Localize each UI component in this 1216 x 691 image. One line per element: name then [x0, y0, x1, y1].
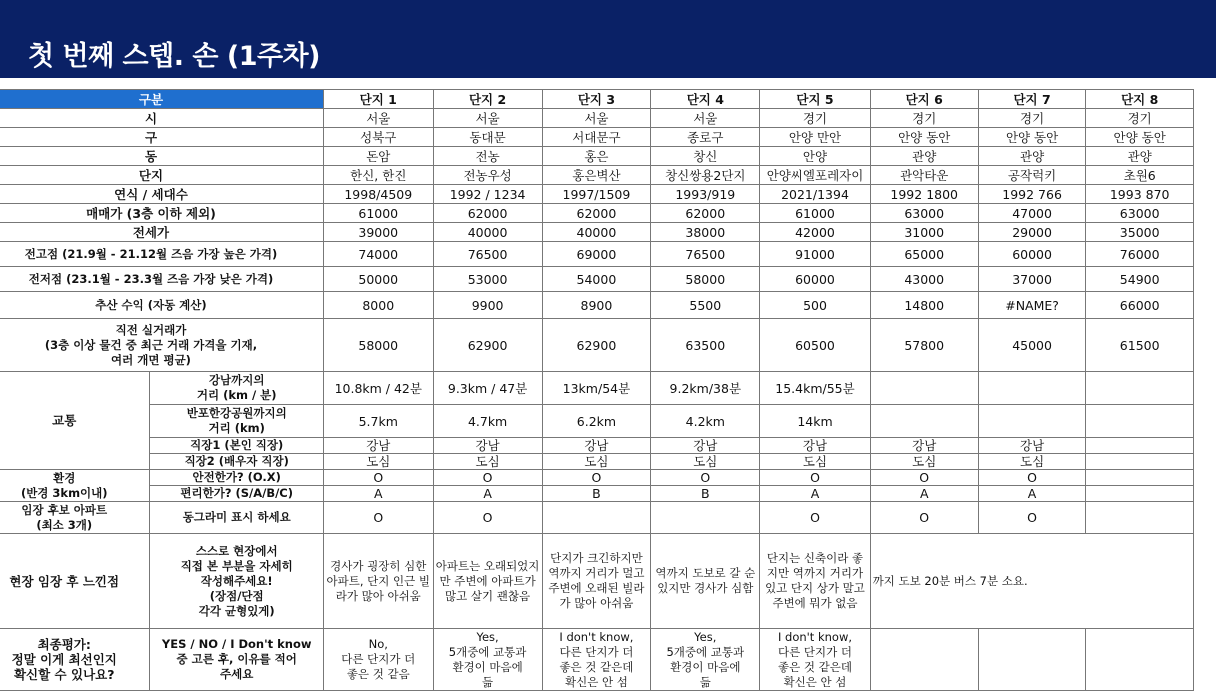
table-cell: 1993/919	[651, 185, 760, 204]
header-cell: 단지 1	[323, 90, 433, 109]
table-cell: 서울	[542, 109, 651, 128]
table-row	[0, 185, 1194, 204]
header-cell: 단지 3	[542, 90, 651, 109]
table-cell: 9900	[433, 292, 542, 319]
table-row	[0, 128, 1194, 147]
table-cell: 초원6	[1086, 166, 1194, 185]
group-label: 최종평가: 정말 이게 최선인지 확신할 수 있나요?	[0, 629, 150, 691]
table-cell: 60500	[760, 319, 870, 372]
table-cell: 1992 / 1234	[433, 185, 542, 204]
table-cell: 안양 동안	[870, 128, 978, 147]
table-cell: 65000	[870, 242, 978, 267]
table-cell: O	[760, 502, 870, 534]
table-cell: 서울	[651, 109, 760, 128]
table-row	[0, 629, 1194, 691]
row-label: 동그라미 표시 하세요	[150, 502, 323, 534]
table-cell: O	[542, 470, 651, 486]
table-cell: Yes, 5개중에 교통과 환경이 마음에 듦	[433, 629, 542, 691]
table-cell: 60000	[978, 242, 1086, 267]
row-label: 연식 / 세대수	[0, 185, 323, 204]
row-label: 추산 수익 (자동 계산)	[0, 292, 323, 319]
table-row	[0, 534, 1194, 629]
table-row	[0, 292, 1194, 319]
table-cell: 강남	[542, 438, 651, 454]
table-cell: 서울	[433, 109, 542, 128]
row-label: 직장2 (배우자 직장)	[150, 454, 323, 470]
table-row	[0, 470, 1194, 486]
table-cell: A	[978, 486, 1086, 502]
table-cell: 종로구	[651, 128, 760, 147]
table-cell: 1997/1509	[542, 185, 651, 204]
table-cell: A	[870, 486, 978, 502]
table-cell: 76500	[433, 242, 542, 267]
table-cell: 4.2km	[651, 405, 760, 438]
table-cell: 8900	[542, 292, 651, 319]
table-cell: 39000	[323, 223, 433, 242]
table-cell: 도심	[870, 454, 978, 470]
table-cell: 경기	[870, 109, 978, 128]
table-cell: 단지는 신축이라 좋지만 역까지 거리가 있고 단지 상가 말고 주변에 뭐가 없음	[760, 534, 870, 629]
table-cell: 62900	[542, 319, 651, 372]
table-cell: O	[651, 470, 760, 486]
table-cell	[1086, 502, 1194, 534]
table-cell: 13km/54분	[542, 372, 651, 405]
table-cell: 역까지 도보로 갈 순 있지만 경사가 심함	[651, 534, 760, 629]
table-cell: 안양	[760, 147, 870, 166]
table-cell: 9.3km / 47분	[433, 372, 542, 405]
table-cell: 안양씨엘포레자이	[760, 166, 870, 185]
table-cell: O	[323, 502, 433, 534]
table-cell: 관악타운	[870, 166, 978, 185]
table-cell: 도심	[978, 454, 1086, 470]
table-cell: 도심	[542, 454, 651, 470]
table-cell: 1993 870	[1086, 185, 1194, 204]
table-cell: Yes, 5개중에 교통과 환경이 마음에 듦	[651, 629, 760, 691]
table-cell: 1992 766	[978, 185, 1086, 204]
table-row	[0, 502, 1194, 534]
table-cell: 31000	[870, 223, 978, 242]
table-cell: 6.2km	[542, 405, 651, 438]
table-cell: 63000	[870, 204, 978, 223]
table-cell: 58000	[323, 319, 433, 372]
table-cell: 홍은	[542, 147, 651, 166]
table-cell	[1086, 405, 1194, 438]
table-cell	[978, 372, 1086, 405]
table-cell: 50000	[323, 267, 433, 292]
table-cell: A	[323, 486, 433, 502]
table-cell: 61000	[760, 204, 870, 223]
table-cell: 도심	[323, 454, 433, 470]
table-cell: 40000	[433, 223, 542, 242]
row-label: YES / NO / I Don't know 중 고른 후, 이유를 적어 주세요	[150, 629, 323, 691]
table-cell: 공작럭키	[978, 166, 1086, 185]
table-cell	[651, 502, 760, 534]
table-cell: 42000	[760, 223, 870, 242]
table-cell: 63500	[651, 319, 760, 372]
table-cell: 62000	[433, 204, 542, 223]
table-cell: 5500	[651, 292, 760, 319]
table-cell: 5.7km	[323, 405, 433, 438]
table-cell: 아파트는 오래되었지만 주변에 아파트가 많고 살기 괜찮음	[433, 534, 542, 629]
header-cell: 단지 2	[433, 90, 542, 109]
table-cell: 47000	[978, 204, 1086, 223]
table-cell: 동대문	[433, 128, 542, 147]
table-cell: 전농	[433, 147, 542, 166]
table-cell: 62000	[651, 204, 760, 223]
table-cell: 돈암	[323, 147, 433, 166]
table-cell: I don't know, 다른 단지가 더 좋은 것 같은데 확신은 안 섬	[542, 629, 651, 691]
table-cell	[978, 629, 1086, 691]
table-row	[0, 147, 1194, 166]
table-cell: O	[870, 502, 978, 534]
table-cell	[1086, 470, 1194, 486]
table-cell: 62000	[542, 204, 651, 223]
row-label: 단지	[0, 166, 323, 185]
table-cell: 9.2km/38분	[651, 372, 760, 405]
table-cell: O	[433, 470, 542, 486]
table-cell: 35000	[1086, 223, 1194, 242]
table-cell: O	[978, 502, 1086, 534]
header-cell: 단지 7	[978, 90, 1086, 109]
table-cell: #NAME?	[978, 292, 1086, 319]
table-cell: 도심	[433, 454, 542, 470]
table-cell: 76500	[651, 242, 760, 267]
row-label: 전고점 (21.9월 - 21.12월 즈음 가장 높은 가격)	[0, 242, 323, 267]
table-cell: 63000	[1086, 204, 1194, 223]
table-cell: 도심	[651, 454, 760, 470]
table-cell: 62900	[433, 319, 542, 372]
table-cell: 서울	[323, 109, 433, 128]
table-cell	[542, 502, 651, 534]
header-cell: 단지 8	[1086, 90, 1194, 109]
row-label: 강남까지의 거리 (km / 분)	[150, 372, 323, 405]
table-cell: 안양 동안	[1086, 128, 1194, 147]
table-cell: 43000	[870, 267, 978, 292]
table-cell: 강남	[760, 438, 870, 454]
overflow-text: 까지 도보 20분 버스 7분 소요.	[870, 534, 1193, 629]
table-row	[0, 486, 1194, 502]
table-cell: 8000	[323, 292, 433, 319]
table-cell	[1086, 629, 1194, 691]
table-row	[0, 267, 1194, 292]
table-cell	[870, 372, 978, 405]
table-row	[0, 319, 1194, 372]
table-cell: B	[542, 486, 651, 502]
table-row	[0, 166, 1194, 185]
table-cell: 61500	[1086, 319, 1194, 372]
table-cell: 관양	[1086, 147, 1194, 166]
evaluation-table	[0, 89, 1194, 691]
row-label: 전세가	[0, 223, 323, 242]
row-label: 전저점 (23.1월 - 23.3월 즈음 가장 낮은 가격)	[0, 267, 323, 292]
table-cell: 강남	[651, 438, 760, 454]
group-label: 임장 후보 아파트 (최소 3개)	[0, 502, 150, 534]
table-cell: 500	[760, 292, 870, 319]
table-cell: A	[433, 486, 542, 502]
group-label: 환경 (반경 3km이내)	[0, 470, 150, 502]
table-cell: 53000	[433, 267, 542, 292]
header-cell: 단지 6	[870, 90, 978, 109]
table-cell: 54900	[1086, 267, 1194, 292]
title-bar	[0, 0, 1216, 78]
table-cell: 66000	[1086, 292, 1194, 319]
group-label: 교통	[0, 372, 150, 470]
table-cell: B	[651, 486, 760, 502]
table-cell: 60000	[760, 267, 870, 292]
header-cell: 구분	[0, 90, 323, 109]
table-cell: 61000	[323, 204, 433, 223]
table-row	[0, 454, 1194, 470]
row-label: 안전한가? (O.X)	[150, 470, 323, 486]
table-row	[0, 242, 1194, 267]
table-cell: 29000	[978, 223, 1086, 242]
table-cell: 강남	[978, 438, 1086, 454]
table-cell: 74000	[323, 242, 433, 267]
table-cell	[978, 405, 1086, 438]
table-cell	[870, 405, 978, 438]
table-cell: O	[870, 470, 978, 486]
table-cell: 91000	[760, 242, 870, 267]
table-cell: 76000	[1086, 242, 1194, 267]
row-label: 매매가 (3층 이하 제외)	[0, 204, 323, 223]
table-cell: 58000	[651, 267, 760, 292]
table-cell: O	[978, 470, 1086, 486]
table-row	[0, 109, 1194, 128]
table-row	[0, 204, 1194, 223]
table-cell: 단지가 크긴하지만 역까지 거리가 멀고 주변에 오래된 빌라가 많아 아쉬움	[542, 534, 651, 629]
table-cell: 강남	[870, 438, 978, 454]
table-cell: 강남	[433, 438, 542, 454]
table-cell: 창신	[651, 147, 760, 166]
row-label: 시	[0, 109, 323, 128]
table-cell: 45000	[978, 319, 1086, 372]
table-cell: 관양	[870, 147, 978, 166]
table-cell: I don't know, 다른 단지가 더 좋은 것 같은데 확신은 안 섬	[760, 629, 870, 691]
table-row	[0, 90, 1194, 109]
table-cell: 14800	[870, 292, 978, 319]
table-cell: 경사가 굉장히 심한 아파트, 단지 인근 빌라가 많아 아쉬움	[323, 534, 433, 629]
table-cell: 38000	[651, 223, 760, 242]
table-cell: 1998/4509	[323, 185, 433, 204]
table-cell	[1086, 454, 1194, 470]
table-cell: 1992 1800	[870, 185, 978, 204]
table-cell: A	[760, 486, 870, 502]
row-label: 직전 실거래가 (3층 이상 물건 중 최근 거래 가격을 기재, 여러 개면 평균)	[0, 319, 323, 372]
table-cell: 10.8km / 42분	[323, 372, 433, 405]
table-cell: O	[323, 470, 433, 486]
table-cell: 성북구	[323, 128, 433, 147]
table-row	[0, 438, 1194, 454]
table-cell: 2021/1394	[760, 185, 870, 204]
row-label: 스스로 현장에서 직접 본 부분을 자세히 작성해주세요! (장점/단점 각각 균형있게)	[150, 534, 323, 629]
table-cell	[1086, 438, 1194, 454]
row-label: 구	[0, 128, 323, 147]
table-cell: 도심	[760, 454, 870, 470]
table-cell: 창신쌍용2단지	[651, 166, 760, 185]
table-cell: 안양 동안	[978, 128, 1086, 147]
header-cell: 단지 5	[760, 90, 870, 109]
table-cell: O	[760, 470, 870, 486]
table-row	[0, 223, 1194, 242]
table-row	[0, 405, 1194, 438]
table-row	[0, 372, 1194, 405]
table-cell: 37000	[978, 267, 1086, 292]
table-cell: 4.7km	[433, 405, 542, 438]
table-cell: 홍은벽산	[542, 166, 651, 185]
table-cell: 경기	[760, 109, 870, 128]
row-label: 동	[0, 147, 323, 166]
table-cell: 서대문구	[542, 128, 651, 147]
table-cell: No, 다른 단지가 더 좋은 것 같음	[323, 629, 433, 691]
table-cell: O	[433, 502, 542, 534]
table-cell: 40000	[542, 223, 651, 242]
table-cell: 한신, 한진	[323, 166, 433, 185]
table-cell: 14km	[760, 405, 870, 438]
table-cell	[1086, 486, 1194, 502]
table-cell: 관양	[978, 147, 1086, 166]
table-cell: 15.4km/55분	[760, 372, 870, 405]
page-title: 첫 번째 스텝. 손 (1주차)	[28, 41, 320, 72]
table-cell: 전농우성	[433, 166, 542, 185]
table-cell: 69000	[542, 242, 651, 267]
table-cell: 안양 만안	[760, 128, 870, 147]
table-cell	[1086, 372, 1194, 405]
table-cell: 57800	[870, 319, 978, 372]
table-cell: 강남	[323, 438, 433, 454]
row-label: 편리한가? (S/A/B/C)	[150, 486, 323, 502]
table-cell	[870, 629, 978, 691]
row-label: 직장1 (본인 직장)	[150, 438, 323, 454]
table-cell: 경기	[1086, 109, 1194, 128]
header-cell: 단지 4	[651, 90, 760, 109]
table-cell: 경기	[978, 109, 1086, 128]
group-label: 현장 임장 후 느낀점	[0, 534, 150, 629]
table-cell: 54000	[542, 267, 651, 292]
row-label: 반포한강공원까지의 거리 (km)	[150, 405, 323, 438]
